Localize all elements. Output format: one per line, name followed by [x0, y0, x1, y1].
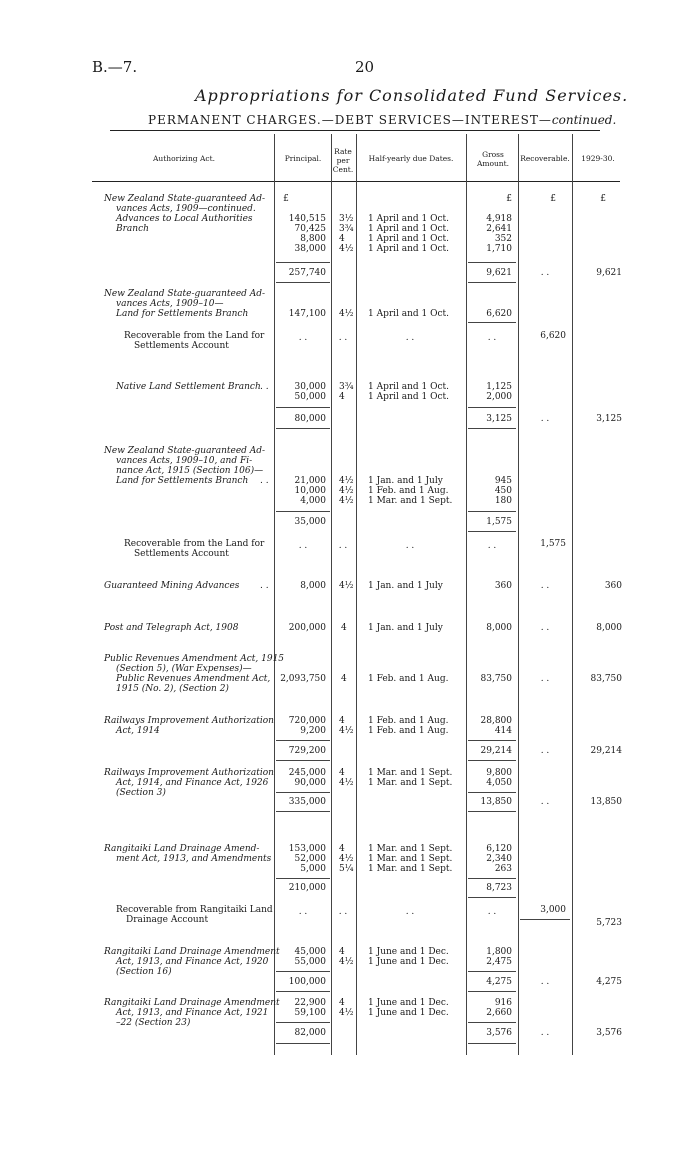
subtotal-rule [468, 322, 516, 323]
rate: 4 [339, 844, 345, 854]
col-head-gross: Gross Amount. [476, 150, 510, 168]
principal: 52,000 [294, 854, 326, 864]
rate-nil: . . [338, 541, 348, 551]
subtotal-rule [468, 971, 516, 972]
principal: 70,425 [294, 224, 326, 234]
recoverable-label: Settlements Account [134, 341, 229, 351]
gross-amount: 6,620 [486, 309, 512, 319]
due-dates: 1 June and 1 Dec. [368, 947, 449, 957]
year-amount: 9,621 [596, 268, 622, 278]
rate: 4 [339, 392, 345, 402]
recoverable-nil: . . [540, 581, 550, 591]
year-amount: 83,750 [590, 674, 622, 684]
act-title: vances Acts, 1909—continued. [116, 204, 256, 214]
gross-total: 13,850 [480, 797, 512, 807]
act-title: Rangitaiki Land Drainage Amendment [104, 998, 280, 1008]
principal-total: 82,000 [294, 1028, 326, 1038]
col-head-dates: Half-yearly due Dates. [368, 154, 454, 163]
gross-total: 3,576 [486, 1028, 512, 1038]
principal: 4,000 [300, 496, 326, 506]
act-title: vances Acts, 1909–10— [116, 299, 224, 309]
rate: 4½ [339, 726, 354, 736]
principal: 8,000 [300, 581, 326, 591]
leader-dots: . . [260, 476, 269, 486]
col-head-principal: Principal. [284, 154, 322, 163]
subtotal-rule [276, 792, 330, 793]
gross-amount: 263 [494, 864, 512, 874]
act-title: (Section 3) [116, 788, 166, 798]
page-title: Appropriations for Consolidated Fund Services. [195, 86, 629, 105]
due-dates: 1 April and 1 Oct. [368, 244, 450, 254]
principal-total: 335,000 [288, 797, 326, 807]
col-head-year: 1929-30. [581, 154, 615, 163]
principal-total: 729,200 [288, 746, 326, 756]
due-dates: 1 Jan. and 1 July [368, 476, 443, 486]
principal: 140,515 [288, 214, 326, 224]
act-title: –22 (Section 23) [116, 1018, 191, 1028]
subtotal-rule [276, 740, 330, 741]
rate: 3½ [339, 214, 354, 224]
act-title: Post and Telegraph Act, 1908 [104, 623, 239, 633]
recoverable-nil: . . [540, 623, 550, 633]
due-dates: 1 Feb. and 1 Aug. [368, 726, 449, 736]
gross-amount: 360 [494, 581, 512, 591]
rate: 4½ [339, 496, 354, 506]
principal: 22,900 [294, 998, 326, 1008]
pound-sign: £ [600, 194, 606, 204]
rate: 3¾ [339, 224, 354, 234]
rate: 5¼ [339, 864, 354, 874]
act-title: Act, 1914 [116, 726, 160, 736]
subtotal-rule [276, 407, 330, 408]
due-dates: 1 April and 1 Oct. [368, 392, 450, 402]
year-amount: 3,576 [596, 1028, 622, 1038]
rate: 4½ [339, 854, 354, 864]
gross-amount: 9,800 [486, 768, 512, 778]
act-title: Act, 1914, and Finance Act, 1926 [116, 778, 269, 788]
subtotal-rule [468, 1022, 516, 1023]
subtotal-rule [276, 511, 330, 512]
recoverable-amount: 6,620 [540, 331, 566, 341]
act-title: vances Acts, 1909–10, and Fi- [116, 456, 253, 466]
act-title: Public Revenues Amendment Act, 1915 [104, 654, 285, 664]
pound-sign: £ [550, 194, 556, 204]
recoverable-label: Settlements Account [134, 549, 229, 559]
recoverable-amount: 1,575 [540, 539, 566, 549]
year-amount: 8,000 [596, 623, 622, 633]
principal: 50,000 [294, 392, 326, 402]
principal-total: 80,000 [294, 414, 326, 424]
due-dates: 1 April and 1 Oct. [368, 234, 450, 244]
subtotal-rule [276, 282, 330, 283]
principal-total: 100,000 [288, 977, 326, 987]
principal: 147,100 [288, 309, 326, 319]
col-rule [331, 134, 332, 1055]
gross-total: 29,214 [480, 746, 512, 756]
act-title: nance Act, 1915 (Section 106)— [116, 466, 264, 476]
act-title: ment Act, 1913, and Amendments [116, 854, 272, 864]
act-title: New Zealand State-guaranteed Ad- [104, 446, 266, 456]
gross-amount: 4,050 [486, 778, 512, 788]
rate: 4 [339, 234, 345, 244]
rate: 4½ [339, 309, 354, 319]
subtotal-rule [468, 811, 516, 812]
subtotal-rule [468, 428, 516, 429]
subtotal-rule [468, 262, 516, 263]
rate: 4½ [339, 957, 354, 967]
gross-total: 4,275 [486, 977, 512, 987]
title-rule [110, 130, 600, 131]
col-head-rate: Rate per Cent. [332, 147, 354, 174]
due-dates: 1 Mar. and 1 Sept. [368, 768, 453, 778]
principal-nil: . . [298, 541, 308, 551]
act-title: Rangitaiki Land Drainage Amendment [104, 947, 280, 957]
subtotal-rule [276, 971, 330, 972]
rate: 4½ [339, 778, 354, 788]
col-rule [572, 134, 573, 1055]
principal: 8,800 [300, 234, 326, 244]
gross-amount: 83,750 [480, 674, 512, 684]
principal-nil: . . [298, 907, 308, 917]
rate: 4 [341, 623, 347, 633]
rate: 4 [339, 768, 345, 778]
due-dates: 1 June and 1 Dec. [368, 1008, 449, 1018]
gross-total: 1,575 [486, 517, 512, 527]
act-title: Public Revenues Amendment Act, [116, 674, 271, 684]
act-title: Land for Settlements Branch [116, 309, 249, 319]
gross-amount: 2,340 [486, 854, 512, 864]
principal: 21,000 [294, 476, 326, 486]
principal: 10,000 [294, 486, 326, 496]
recoverable-nil: . . [540, 414, 550, 424]
act-title: Branch [116, 224, 149, 234]
principal: 59,100 [294, 1008, 326, 1018]
rate: 3¾ [339, 382, 354, 392]
principal: 720,000 [288, 716, 326, 726]
principal-total: 257,740 [288, 268, 326, 278]
col-head-recoverable: Recoverable. [520, 154, 570, 163]
subtotal-rule [276, 1043, 330, 1044]
principal: 153,000 [288, 844, 326, 854]
recoverable-label: Drainage Account [126, 915, 209, 925]
rate: 4 [341, 674, 347, 684]
year-amount: 5,723 [596, 918, 622, 928]
recoverable-label: Recoverable from the Land for [124, 331, 265, 341]
pound-sign: £ [283, 194, 289, 204]
due-dates: 1 Mar. and 1 Sept. [368, 496, 453, 506]
act-title: New Zealand State-guaranteed Ad- [104, 194, 266, 204]
act-title: (Section 5), (War Expenses)— [116, 664, 252, 674]
col-rule [274, 134, 275, 1055]
due-dates: 1 Feb. and 1 Aug. [368, 716, 449, 726]
recoverable-amount: 3,000 [540, 905, 566, 915]
due-dates: 1 April and 1 Oct. [368, 309, 450, 319]
due-dates: 1 June and 1 Dec. [368, 998, 449, 1008]
act-title: Act, 1913, and Finance Act, 1921 [116, 1008, 269, 1018]
gross-amount: 8,000 [486, 623, 512, 633]
subtotal-rule [276, 811, 330, 812]
gross-amount: 28,800 [480, 716, 512, 726]
gross-amount: 352 [494, 234, 512, 244]
rate: 4 [339, 716, 345, 726]
principal: 55,000 [294, 957, 326, 967]
recoverable-label: Recoverable from Rangitaiki Land [116, 905, 273, 915]
gross-amount: 1,800 [486, 947, 512, 957]
principal: 200,000 [288, 623, 326, 633]
principal: 5,000 [300, 864, 326, 874]
subtotal-rule [468, 1043, 516, 1044]
act-title: (Section 16) [116, 967, 172, 977]
principal: 2,093,750 [280, 674, 326, 684]
rate-nil: . . [338, 333, 348, 343]
rate: 4½ [339, 1008, 354, 1018]
gross-total: 8,723 [486, 883, 512, 893]
principal: 9,200 [300, 726, 326, 736]
act-title: Rangitaiki Land Drainage Amend- [104, 844, 260, 854]
rate-nil: . . [338, 907, 348, 917]
rate: 4 [339, 947, 345, 957]
gross-nil: . . [487, 541, 497, 551]
year-amount: 3,125 [596, 414, 622, 424]
gross-amount: 916 [494, 998, 512, 1008]
subtotal-rule [276, 428, 330, 429]
gross-amount: 414 [494, 726, 512, 736]
gross-amount: 4,918 [486, 214, 512, 224]
due-dates: 1 April and 1 Oct. [368, 382, 450, 392]
due-dates: 1 April and 1 Oct. [368, 214, 450, 224]
subtotal-rule [468, 407, 516, 408]
principal: 90,000 [294, 778, 326, 788]
due-dates: 1 June and 1 Dec. [368, 957, 449, 967]
gross-amount: 1,710 [486, 244, 512, 254]
gross-amount: 180 [494, 496, 512, 506]
act-title: 1915 (No. 2), (Section 2) [116, 684, 229, 694]
due-dates: 1 Feb. and 1 Aug. [368, 674, 449, 684]
act-title: Native Land Settlement Branch [116, 382, 261, 392]
due-dates: 1 Mar. and 1 Sept. [368, 778, 453, 788]
subtotal-rule [468, 760, 516, 761]
gross-amount: 2,641 [486, 224, 512, 234]
page-number: 20 [355, 58, 375, 76]
col-rule [466, 134, 467, 1055]
act-title: Advances to Local Authorities [116, 214, 253, 224]
gross-amount: 945 [494, 476, 512, 486]
gross-amount: 2,475 [486, 957, 512, 967]
pound-sign: £ [506, 194, 512, 204]
rate: 4½ [339, 244, 354, 254]
due-dates: 1 Mar. and 1 Sept. [368, 864, 453, 874]
rate: 4 [339, 998, 345, 1008]
recoverable-nil: . . [540, 1028, 550, 1038]
recoverable-nil: . . [540, 746, 550, 756]
col-head-act: Authorizing Act. [153, 154, 215, 163]
gross-amount: 2,000 [486, 392, 512, 402]
dates-nil: . . [405, 541, 415, 551]
principal: 245,000 [288, 768, 326, 778]
gross-amount: 450 [494, 486, 512, 496]
due-dates: 1 Jan. and 1 July [368, 623, 443, 633]
year-amount: 4,275 [596, 977, 622, 987]
principal-total: 35,000 [294, 517, 326, 527]
rate: 4½ [339, 476, 354, 486]
principal-total: 210,000 [288, 883, 326, 893]
recoverable-nil: . . [540, 797, 550, 807]
subtotal-rule [468, 792, 516, 793]
due-dates: 1 Jan. and 1 July [368, 581, 443, 591]
subtotal-rule [276, 991, 330, 992]
subtotal-rule [520, 919, 570, 920]
leader-dots: . . [260, 382, 269, 392]
leader-dots: . . [260, 581, 269, 591]
subtotal-rule [276, 878, 330, 879]
gross-total: 9,621 [486, 268, 512, 278]
subtotal-rule [276, 760, 330, 761]
subtotal-rule [468, 511, 516, 512]
recoverable-label: Recoverable from the Land for [124, 539, 265, 549]
gross-amount: 1,125 [486, 382, 512, 392]
act-title: Railways Improvement Authorization [104, 768, 274, 778]
gross-total: 3,125 [486, 414, 512, 424]
dates-nil: . . [405, 907, 415, 917]
rate: 4½ [339, 486, 354, 496]
act-title: Guaranteed Mining Advances [104, 581, 240, 591]
subtotal-rule [468, 740, 516, 741]
gross-amount: 2,660 [486, 1008, 512, 1018]
subtotal-rule [468, 282, 516, 283]
year-amount: 13,850 [590, 797, 622, 807]
act-title: Land for Settlements Branch [116, 476, 249, 486]
gross-amount: 6,120 [486, 844, 512, 854]
principal: 45,000 [294, 947, 326, 957]
principal-nil: . . [298, 333, 308, 343]
act-title: New Zealand State-guaranteed Ad- [104, 289, 266, 299]
subtotal-rule [468, 878, 516, 879]
rate: 4½ [339, 581, 354, 591]
dates-nil: . . [405, 333, 415, 343]
col-rule [356, 134, 357, 1055]
recoverable-nil: . . [540, 977, 550, 987]
due-dates: 1 Mar. and 1 Sept. [368, 844, 453, 854]
due-dates: 1 April and 1 Oct. [368, 224, 450, 234]
gross-nil: . . [487, 907, 497, 917]
due-dates: 1 Mar. and 1 Sept. [368, 854, 453, 864]
act-title: Act, 1913, and Finance Act, 1920 [116, 957, 269, 967]
due-dates: 1 Feb. and 1 Aug. [368, 486, 449, 496]
year-amount: 360 [604, 581, 622, 591]
subtotal-rule [468, 531, 516, 532]
col-rule [518, 134, 519, 1055]
subtotal-rule [468, 991, 516, 992]
principal: 30,000 [294, 382, 326, 392]
act-title: Railways Improvement Authorization [104, 716, 274, 726]
subtotal-rule [276, 262, 330, 263]
subtotal-rule [276, 1022, 330, 1023]
recoverable-nil: . . [540, 674, 550, 684]
page-code: B.—7. [92, 58, 138, 76]
section-subtitle: PERMANENT CHARGES.—DEBT SERVICES—INTEREST—continued. [148, 113, 617, 127]
recoverable-nil: . . [540, 268, 550, 278]
principal: 38,000 [294, 244, 326, 254]
subtotal-rule [468, 897, 516, 898]
year-amount: 29,214 [590, 746, 622, 756]
gross-nil: . . [487, 333, 497, 343]
